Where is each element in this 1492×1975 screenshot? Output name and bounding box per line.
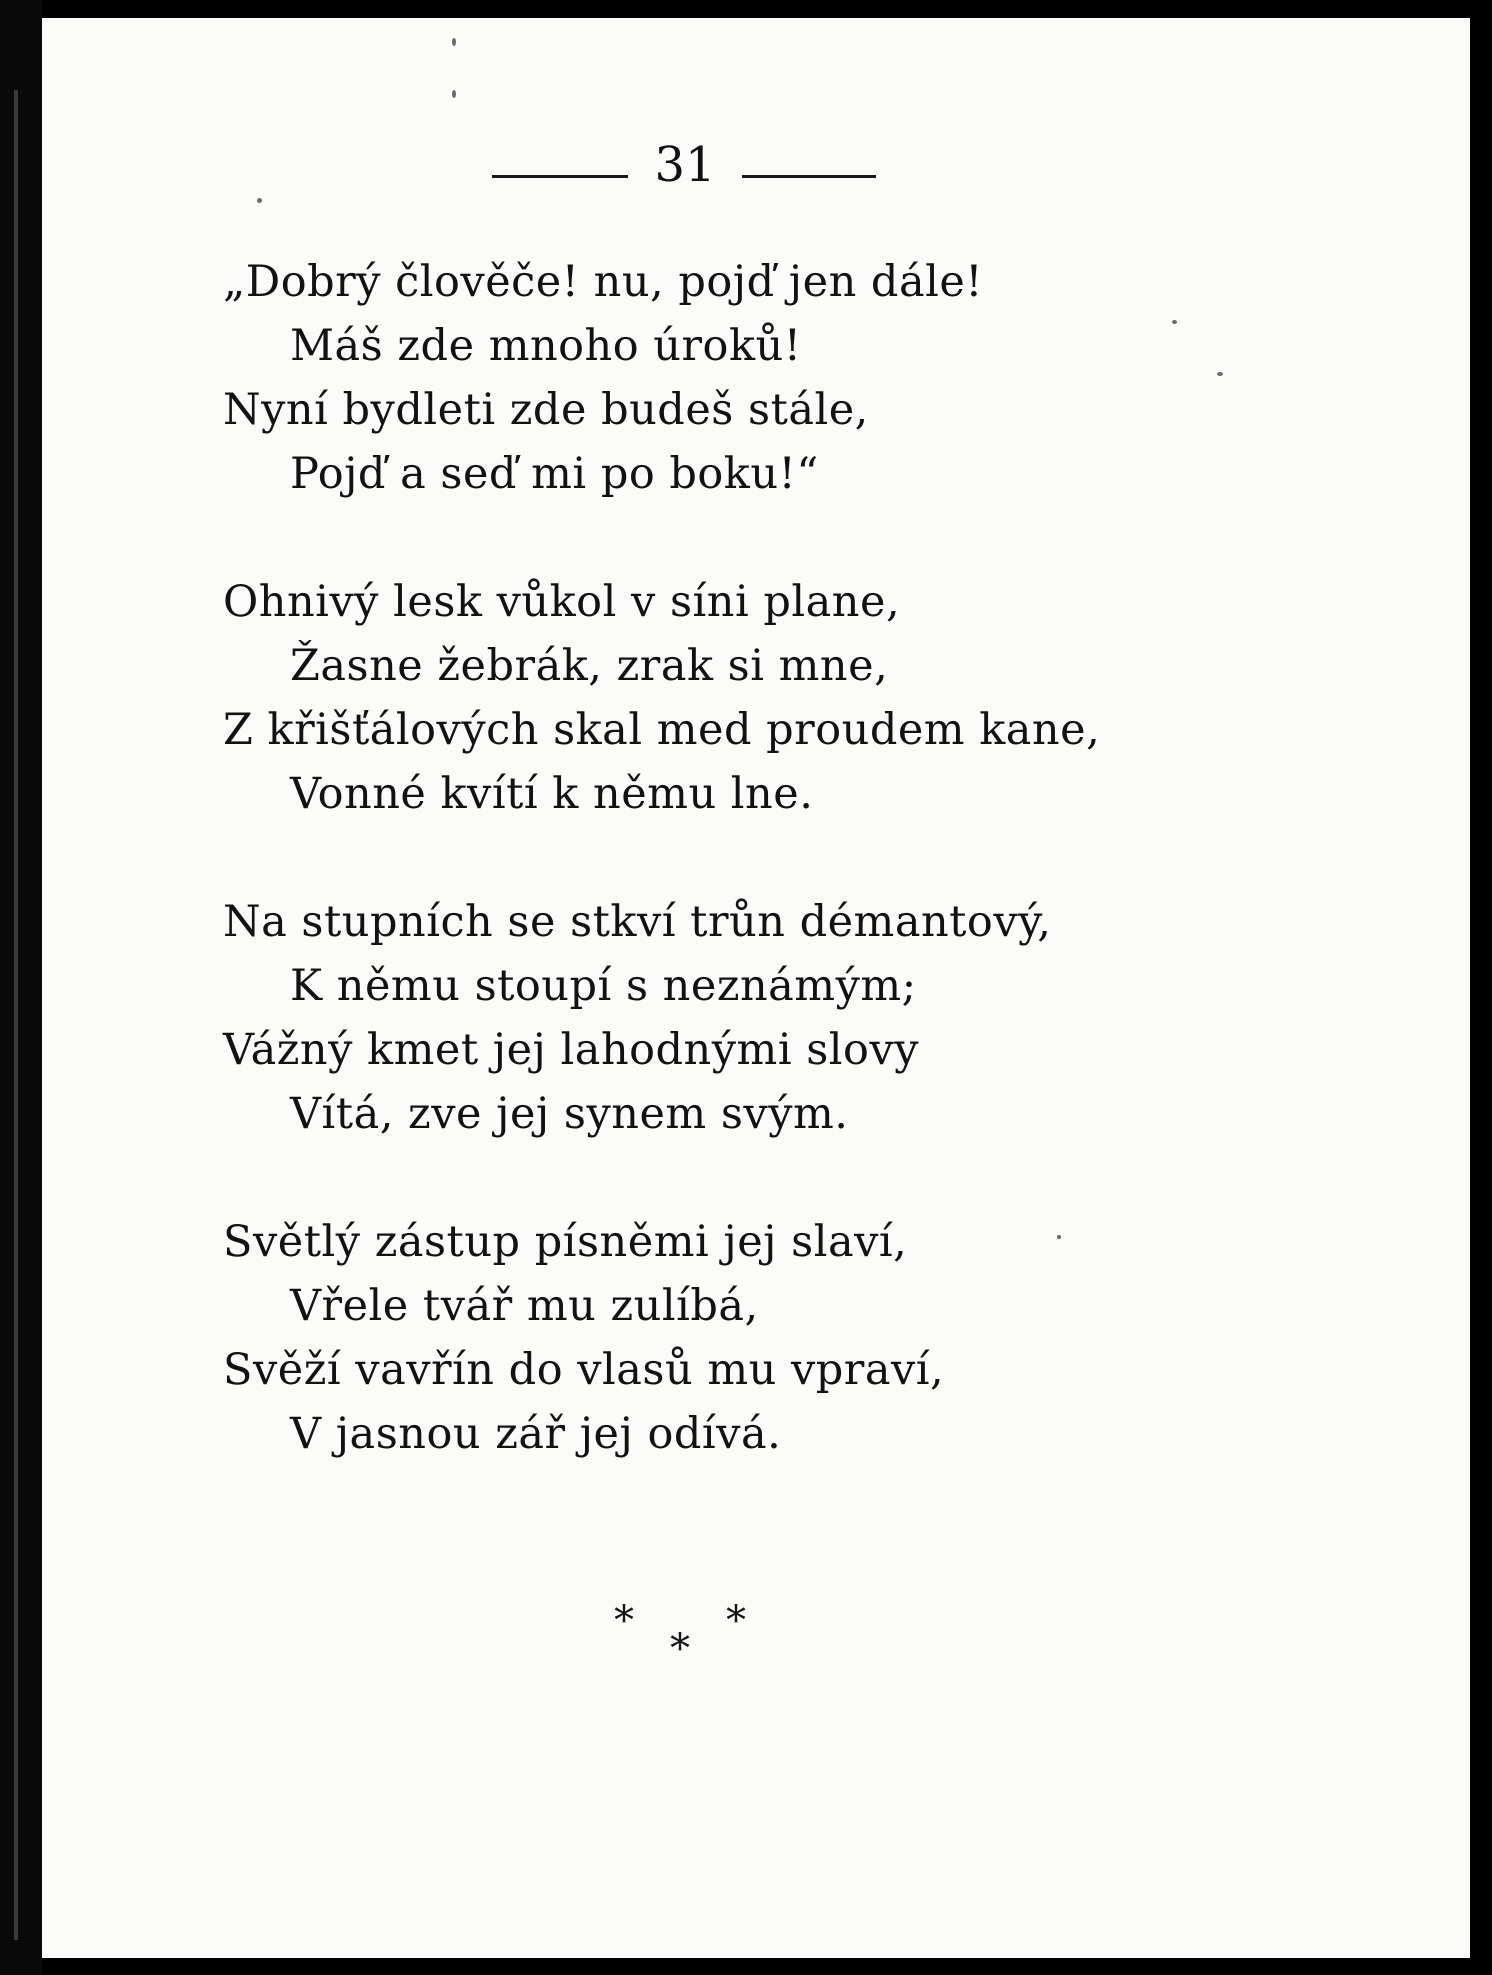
header-rule-left <box>492 175 628 178</box>
poem-line: Na stupních se stkví trůn démantový, <box>223 897 1052 947</box>
poem-line: Světlý zástup písněmi jej slaví, <box>223 1217 908 1267</box>
poem-line: „Dobrý člověče! nu, pojď jen dále! <box>223 257 984 307</box>
ornament-star: * <box>670 1626 690 1672</box>
poem-line: Máš zde mnoho úroků! <box>290 321 802 371</box>
scan-edge-left <box>0 0 42 1975</box>
poem-line: Svěží vavřín do vlasů mu vpraví, <box>223 1345 945 1395</box>
scan-speck <box>452 38 456 46</box>
ornament-star: * <box>614 1598 634 1644</box>
poem-line: Žasne žebrák, zrak si mne, <box>290 641 889 691</box>
scan-speck <box>1217 372 1223 376</box>
poem-line: Nyní bydleti zde budeš stále, <box>223 385 869 435</box>
scan-speck <box>257 198 262 203</box>
scan-speck <box>1057 1235 1061 1239</box>
scan-speck <box>452 90 456 98</box>
ornament-star: * <box>726 1598 746 1644</box>
header-rule-right <box>742 175 876 178</box>
asterism-ornament <box>602 1598 802 1688</box>
page-header <box>42 130 1470 200</box>
scan-speck <box>1172 320 1177 324</box>
poem-line: Pojď a seď mi po boku!“ <box>290 449 819 499</box>
poem-line: V jasnou zář jej odívá. <box>290 1409 782 1459</box>
page-number: 31 <box>654 137 716 193</box>
poem-line: Vonné kvítí k němu lne. <box>290 769 814 819</box>
poem-line: Vítá, zve jej synem svým. <box>290 1089 849 1139</box>
poem-line: Vážný kmet jej lahodnými slovy <box>223 1025 920 1075</box>
poem-line: Vřele tvář mu zulíbá, <box>290 1281 759 1331</box>
book-page <box>42 18 1470 1958</box>
poem-line: Ohnivý lesk vůkol v síni plane, <box>223 577 901 627</box>
poem-line: Z křišťálových skal med proudem kane, <box>223 705 1101 755</box>
poem-line: K němu stoupí s neznámým; <box>290 961 917 1011</box>
